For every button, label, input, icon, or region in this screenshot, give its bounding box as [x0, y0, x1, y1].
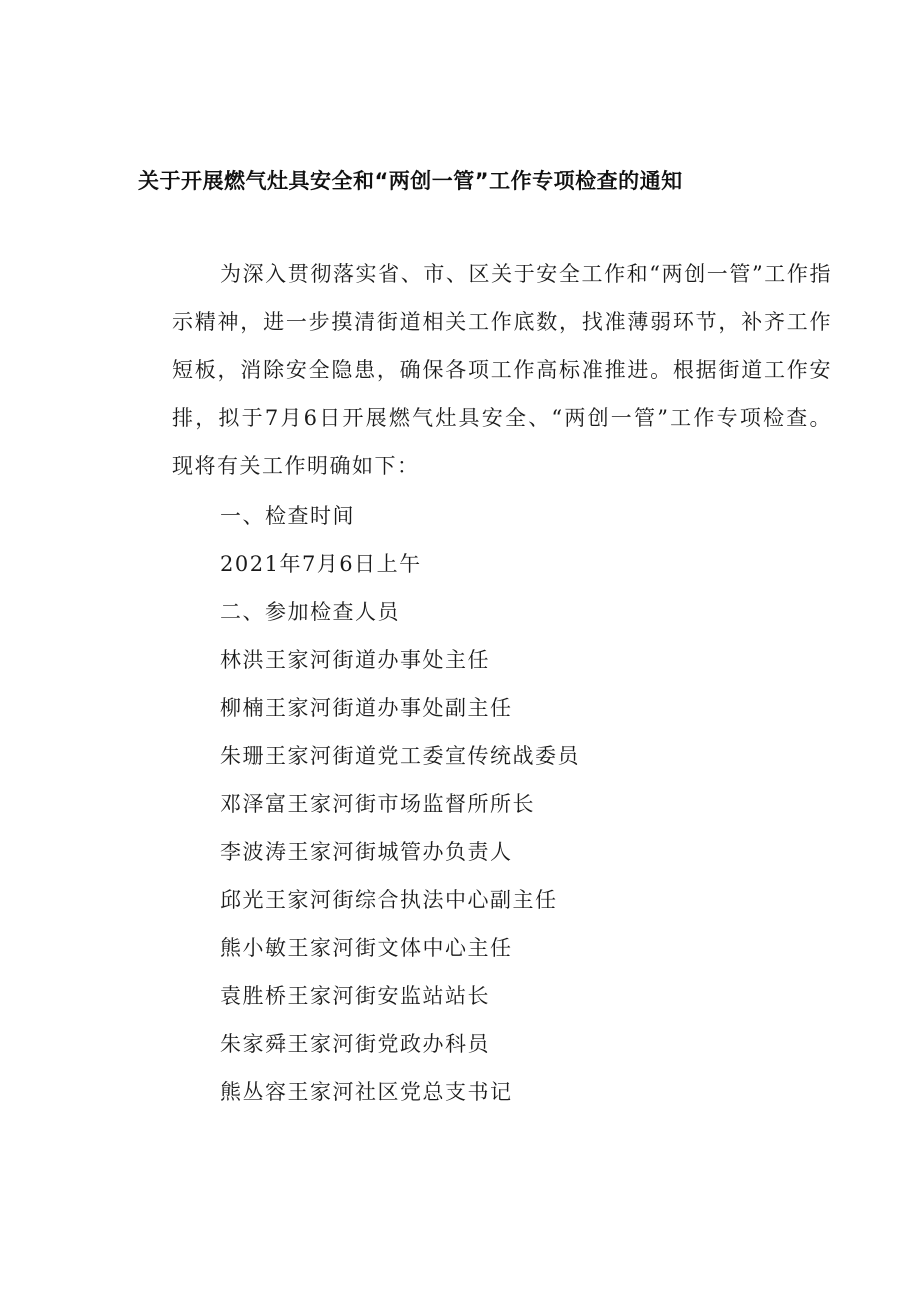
member-item: 邱光王家河街综合执法中心副主任: [220, 888, 558, 912]
inspection-time: 2021年7月6日上午: [220, 552, 422, 576]
section-heading-members: 二、参加检查人员: [220, 600, 400, 624]
member-item: 熊小敏王家河街文体中心主任: [220, 936, 513, 960]
document-title: 关于开展燃气灶具安全和“两创一管”工作专项检查的通知: [138, 169, 683, 193]
member-item: 李波涛王家河街城管办负责人: [220, 840, 513, 864]
intro-paragraph: 为深入贯彻落实省、市、区关于安全工作和“两创一管”工作指示精神，进一步摸清街道相关工作底数，找准薄弱环节，补齐工作短板，消除安全隐患，确保各项工作高标准推进。根据街道工作安排，拟于7月6日开展燃气灶具安全、“两创一管”工作专项检查。现将有关工作明确如下：: [172, 262, 832, 478]
member-item: 朱家舜王家河街党政办科员: [220, 1032, 490, 1056]
member-item: 朱珊王家河街道党工委宣传统战委员: [220, 744, 580, 768]
section-heading-time: 一、检查时间: [220, 504, 355, 528]
member-item: 林洪王家河街道办事处主任: [220, 648, 490, 672]
member-item: 熊丛容王家河社区党总支书记: [220, 1080, 513, 1104]
member-item: 袁胜桥王家河街安监站站长: [220, 984, 490, 1008]
member-item: 邓泽富王家河街市场监督所所长: [220, 792, 535, 816]
member-item: 柳楠王家河街道办事处副主任: [220, 696, 513, 720]
content-list: [220, 492, 580, 1116]
